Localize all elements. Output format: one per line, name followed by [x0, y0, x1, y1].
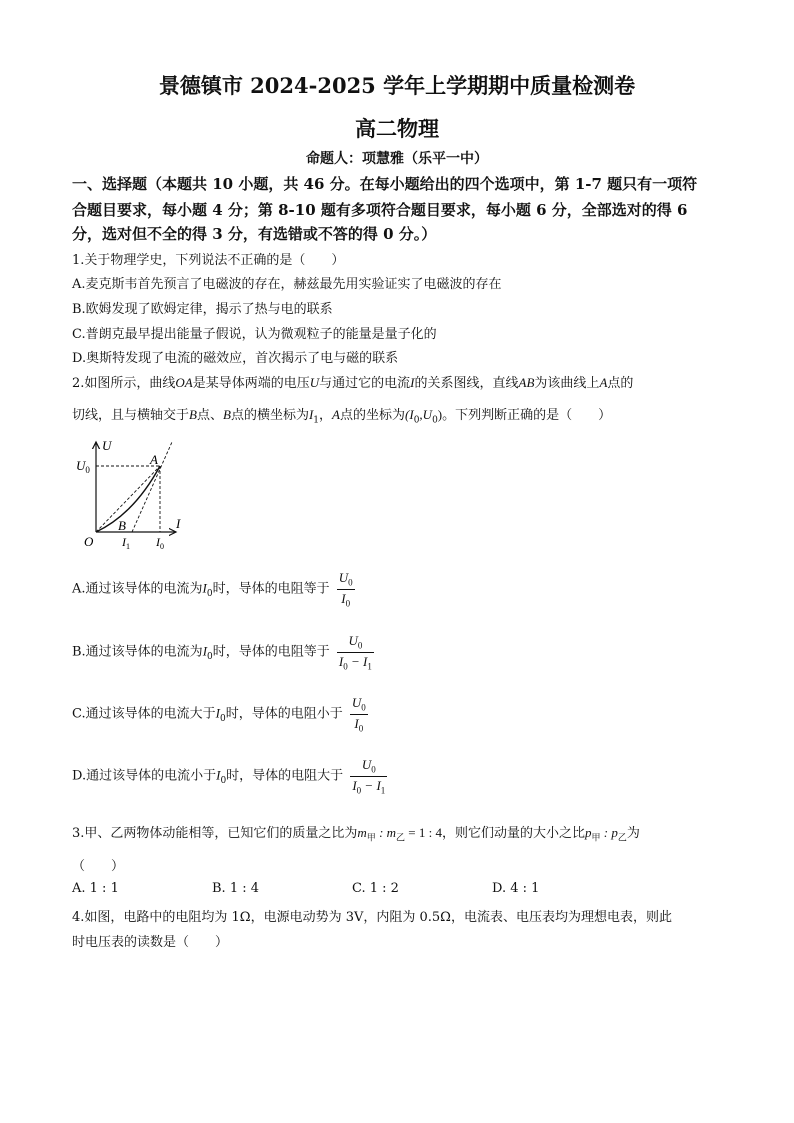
section-instructions-line3: 分，选对但不全的得 3 分，有选错或不答的得 0 分。）	[72, 225, 437, 243]
fraction-u0-over-i0: $\frac{U_0}{I_0}$	[338, 570, 353, 609]
q1-option-b: B.欧姆发现了欧姆定律，揭示了热与电的联系	[72, 302, 333, 317]
author-line: 命题人：项慧雅（乐平一中）	[306, 151, 488, 167]
origin-label: O	[84, 534, 94, 549]
q2-stem-line1: 2.如图所示，曲线OA是某导体两端的电压U与通过它的电流I的关系图线，直线AB为该曲线上A点的	[72, 375, 634, 391]
i-axis-label: I	[176, 516, 181, 531]
q1-option-d: D.奥斯特发现了电流的磁效应，首次揭示了电与磁的联系	[72, 351, 399, 366]
u-axis-label: U	[102, 438, 112, 453]
fraction-u0-over-i0: $\frac{U_0}{I_0}$	[351, 695, 366, 734]
exam-title: 景德镇市 2024-2025 学年上学期期中质量检测卷	[158, 73, 636, 98]
q3-answer-paren: （ ）	[72, 859, 125, 874]
fraction-u0-over-i0-minus-i1: $\frac{U_0}{I_0 - I_1}$	[338, 633, 372, 672]
q1-stem: 1.关于物理学史，下列说法不正确的是（ ）	[72, 253, 345, 268]
q1-option-c: C.普朗克最早提出能量子假说，认为微观粒子的能量是量子化的	[72, 327, 437, 342]
subject-title: 高二物理	[355, 116, 439, 141]
q3-stem: 3.甲、乙两物体动能相等，已知它们的质量之比为$m_甲$ : $m_乙 = 1$ : 4，则它们动量的大小之比$p_甲$ : $p_乙$为	[72, 825, 640, 844]
i0-label: $I_0$	[156, 535, 164, 551]
q2-option-c: C.通过该导体的电流大于$I_0$时，导体的电阻小于 $\frac{U_0}{I_0}$	[72, 695, 366, 734]
q3-option-b: B. 1 : 4	[212, 881, 260, 896]
section-instructions-line1: 一、选择题（本题共 10 小题，共 46 分。在每小题给出的四个选项中，第 1-7 题只有一项符	[72, 175, 698, 193]
q4-stem-line2: 时电压表的读数是（ ）	[72, 935, 229, 950]
fraction-u0-over-i0-minus-i1: $\frac{U_0}{I_0 - I_1}$	[352, 757, 386, 796]
section-instructions-line2: 合题目要求，每小题 4 分；第 8-10 题有多项符合题目要求，每小题 6 分，全部选对的得 6	[72, 201, 688, 219]
q2-option-b: B.通过该导体的电流为$I_0$时，导体的电阻等于 $\frac{U_0}{I_0 - I_1}$	[72, 633, 372, 672]
q2-option-d: D.通过该导体的电流小于$I_0$时，导体的电阻大于 $\frac{U_0}{I_0 - I_1}$	[72, 757, 386, 796]
point-a-label: A	[150, 452, 158, 467]
i1-label: $I_1$	[122, 535, 130, 551]
q4-stem-line1: 4.如图，电路中的电阻均为 1Ω，电源电动势为 3V，内阻为 0.5Ω，电流表、电压表均为理想电表，则此	[72, 910, 672, 925]
q3-option-d: D. 4 : 1	[492, 881, 540, 896]
u0-label: $U_0$	[76, 458, 90, 475]
q2-option-a: A.通过该导体的电流为$I_0$时，导体的电阻等于 $\frac{U_0}{I_0}$	[72, 570, 353, 609]
point-b-label: B	[118, 518, 126, 533]
ui-graph	[72, 436, 192, 552]
q1-option-a: A.麦克斯韦首先预言了电磁波的存在，赫兹最先用实验证实了电磁波的存在	[72, 277, 502, 292]
q3-option-c: C. 1 : 2	[352, 881, 399, 896]
q2-stem-line2: 切线，且与横轴交于B点、B点的横坐标为$I_1$，A点的坐标为$(I_0,U_0)$。下列判断正确的是（ ）	[72, 407, 612, 426]
oa-chord-line	[96, 466, 160, 532]
q3-option-a: A. 1 : 1	[72, 881, 119, 896]
